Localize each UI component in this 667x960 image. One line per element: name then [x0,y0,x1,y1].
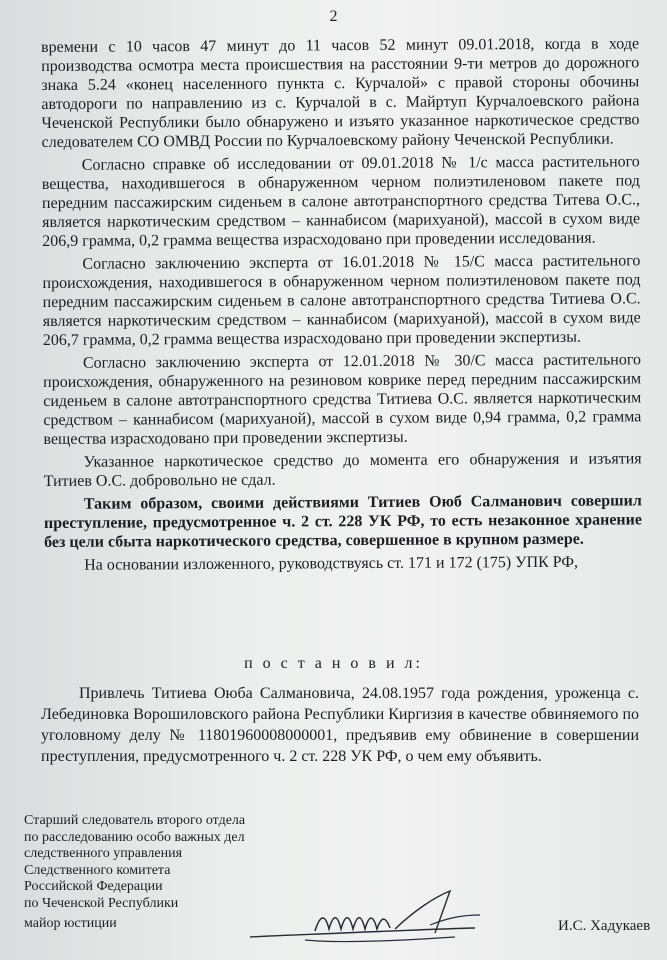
paragraph-expert-conclusion-15: Согласно заключению эксперта от 16.01.2018 № 15/С масса растительного происхождения, находившегося в обнаруженном черном полиэтиленовом пакете под передним пассажирским сиденьем в салоне автотранспортного средства Титиева О.С. является наркотическим средством – каннабисом (марихуаной), массой в сухом виде 206,7 грамма, 0,2 грамма вещества израсходовано при проведении экспертизы. [42,252,641,349]
paragraph-reference-study: Согласно справке об исследовании от 09.01.2018 № 1/с масса растительного вещества, находившегося в обнаруженном черном полиэтиленовом пакете под передним пассажирским сиденьем в салоне автотранспортного средства Титева О.С., является наркотическим средством – каннабисом (марихуаной), массой в сухом виде 206,9 грамма, 0,2 грамма вещества израсходовано при проведении исследования. [41,153,641,250]
signatory-title-line: Российской Федерации [24,879,163,894]
paragraph-expert-conclusion-30: Согласно заключению эксперта от 12.01.2018 № 30/С масса растительного происхождения, обнаруженного на резиновом коврике перед передним пассажирским сиденьем в салоне автотранспортного средства Титиева О.С. является наркотическим средством – каннабисом (марихуаной), массой в сухом виде 0,94 грамма, 0,2 грамма вещества израсходовано при проведении экспертизы. [43,351,642,448]
page-number: 2 [329,8,338,25]
signatory-rank: майор юстиции [24,916,117,931]
paragraph-resolution: Привлечь Титиева Оюба Салмановича, 24.08.1957 года рождения, уроженца с. Лебединовка Ворошиловского района Республики Киргизия в качестве обвиняемого по уголовному делу № 11801960008000001, предъявив ему обвинение в совершении преступления, предусмотренного ч. 2 ст. 228 УК РФ, о чем ему объявить. [41,685,639,765]
final-section [41,683,639,767]
paragraph-not-surrendered: Указанное наркотическое средство до момента его обнаружения и изъятия Титиев О.С. добровольно не сдал. [43,450,642,490]
paragraph-legal-basis: На основании изложенного, руководствуясь ст. 171 и 172 (175) УПК РФ, [84,553,579,574]
handwritten-signature [245,885,515,955]
paragraph-conclusion: Таким образом, своими действиями Титиев Оюб Салманович совершил преступление, предусмотренное ч. 2 ст. 228 УК РФ, то есть незаконное хранение без цели сбыта наркотического средства, совершенное в крупном размере. [43,492,643,551]
paragraph-continuation: времени с 10 часов 47 минут до 11 часов 52 минут 09.01.2018, когда в ходе производства осмотра места происшествия на расстоянии 9-ти метров до дорожного знака 5.24 «конец населенного пункта с. Курчалой» с правой стороны обочины автодороги по направлению из с. Курчалой в с. Майртуп Курчалоевского района Чеченской Республики было обнаружено и изъято указанное наркотическое средство следователем СО ОМВД России по Курчалоевскому району Чеченской Республики. [41,35,640,151]
signatory-title-line: следственного управления [24,846,183,861]
signatory-title-line: Старший следователь второго отдела [24,813,246,828]
decree-heading: п о с т а н о в и л: [244,655,423,672]
signatory-title-line: по расследованию особо важных дел [24,829,245,845]
signatory-name: И.С. Хадукаев [558,918,651,934]
signatory-title-line: по Чеченской Республики [24,895,179,911]
document-body [41,34,642,579]
signatory-title-line: Следственного комитета [24,862,171,878]
